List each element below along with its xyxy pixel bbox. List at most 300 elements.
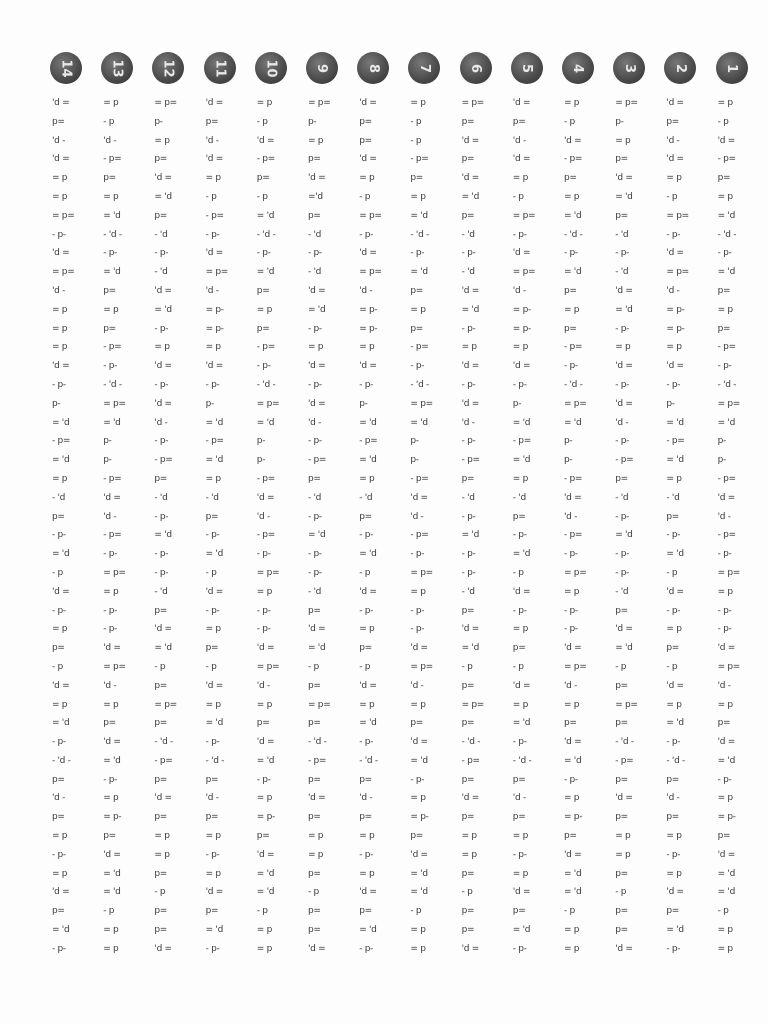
- grid-cell: p-: [308, 116, 317, 127]
- grid-cell: - p: [461, 887, 473, 898]
- grid-cell: 'd =: [256, 492, 275, 503]
- grid-cell: - p-: [256, 605, 271, 616]
- grid-cell: p=: [615, 774, 628, 785]
- grid-column: [513, 94, 559, 959]
- grid-cell: p=: [564, 285, 577, 296]
- grid-cell: = 'd: [717, 755, 735, 766]
- grid-cell: p=: [205, 774, 219, 785]
- grid-cell: p=: [564, 173, 577, 184]
- grid-cell: p=: [666, 906, 680, 917]
- grid-cell: 'd -: [256, 511, 270, 522]
- grid-cell: = p: [666, 699, 682, 710]
- grid-cell: - 'd: [615, 492, 629, 503]
- grid-cell: p=: [512, 116, 526, 127]
- grid-cell: - p-: [154, 323, 169, 334]
- grid-cell: - 'd: [308, 586, 322, 597]
- grid-cell: - p-: [615, 248, 630, 259]
- grid-cell: - p-: [154, 511, 169, 522]
- grid-cell: - 'd: [52, 492, 66, 503]
- grid-cell: = p: [410, 699, 426, 710]
- grid-cell: p=: [308, 210, 321, 221]
- grid-cell: = 'd: [666, 455, 684, 466]
- grid-cell: - p-: [666, 737, 681, 748]
- grid-cell: p=: [666, 116, 680, 127]
- grid-cell: p=: [564, 831, 577, 842]
- grid-cell: = p: [359, 342, 375, 353]
- grid-cell: - p=: [564, 342, 583, 353]
- grid-cell: - 'd -: [461, 737, 481, 748]
- column-number-badge: [357, 52, 389, 84]
- grid-cell: - p=: [52, 436, 71, 447]
- grid-cell: = p-: [512, 304, 531, 315]
- grid-cell: = 'd: [256, 210, 275, 221]
- grid-cell: - p-: [359, 849, 374, 860]
- grid-cell: 'd =: [359, 887, 377, 898]
- grid-cell: p=: [308, 774, 321, 785]
- grid-cell: - p-: [359, 605, 374, 616]
- grid-cell: = p: [410, 793, 426, 804]
- grid-cell: p=: [410, 718, 424, 729]
- grid-cell: = p: [615, 849, 631, 860]
- grid-cell: = p: [615, 342, 631, 353]
- grid-cell: p=: [359, 116, 372, 127]
- grid-cell: p=: [615, 718, 628, 729]
- grid-cell: p-: [564, 455, 573, 466]
- grid-cell: p=: [666, 774, 680, 785]
- grid-cell: p=: [410, 173, 424, 184]
- grid-cell: - p: [256, 116, 268, 127]
- grid-cell: 'd =: [205, 680, 223, 691]
- grid-cell: - 'd -: [103, 379, 122, 390]
- grid-cell: = 'd: [512, 417, 531, 428]
- grid-cell: 'd =: [717, 737, 735, 748]
- grid-cell: 'd =: [410, 492, 428, 503]
- grid-cell: = p-: [666, 304, 685, 315]
- grid-cell: - 'd: [154, 267, 168, 278]
- column-number-label: 14: [58, 58, 74, 78]
- grid-cell: = 'd: [717, 887, 735, 898]
- grid-cell: 'd =: [461, 173, 479, 184]
- grid-cell: 'd =: [205, 154, 223, 165]
- grid-cell: - p-: [410, 248, 425, 259]
- grid-cell: 'd -: [52, 793, 66, 804]
- grid-cell: p=: [308, 812, 321, 823]
- grid-cell: - p=: [717, 530, 736, 541]
- grid-cell: - p-: [205, 737, 220, 748]
- grid-cell: p-: [154, 116, 163, 127]
- grid-cell: 'd =: [308, 361, 326, 372]
- grid-cell: = p-: [103, 812, 122, 823]
- grid-cell: = p=: [103, 567, 126, 578]
- grid-cell: = p: [256, 98, 273, 108]
- grid-cell: p-: [205, 398, 214, 409]
- grid-cell: - p-: [154, 567, 169, 578]
- grid-cell: = p-: [205, 323, 224, 334]
- grid-cell: - p=: [103, 473, 122, 484]
- grid-cell: = p-: [256, 812, 275, 823]
- grid-cell: - p-: [205, 943, 220, 954]
- grid-cell: 'd =: [154, 624, 172, 635]
- grid-cell: 'd =: [564, 135, 582, 146]
- grid-cell: - p: [410, 906, 422, 917]
- grid-column: [564, 94, 610, 959]
- grid-cell: = p: [52, 173, 68, 184]
- grid-cell: = 'd: [461, 530, 479, 541]
- grid-cell: - p-: [512, 229, 527, 240]
- grid-cell: - p-: [461, 549, 476, 560]
- grid-cell: = 'd: [359, 718, 377, 729]
- grid-cell: 'd -: [666, 793, 680, 804]
- grid-cell: = p: [717, 925, 733, 936]
- grid-cell: 'd -: [666, 285, 680, 296]
- grid-cell: = p: [512, 473, 529, 484]
- grid-cell: = 'd: [103, 868, 121, 879]
- grid-cell: 'd -: [308, 417, 322, 428]
- grid-cell: = p: [205, 473, 221, 484]
- grid-cell: = p: [256, 586, 273, 597]
- grid-cell: - p: [512, 191, 524, 202]
- grid-cell: = p: [512, 342, 529, 353]
- grid-cell: 'd -: [717, 511, 731, 522]
- grid-cell: - p=: [461, 755, 480, 766]
- column-number-label: 6: [468, 63, 484, 73]
- grid-cell: 'd =: [461, 361, 479, 372]
- grid-cell: = p: [256, 699, 273, 710]
- grid-cell: - 'd: [461, 267, 475, 278]
- grid-cell: 'd -: [359, 285, 373, 296]
- grid-cell: - p=: [410, 473, 429, 484]
- grid-cell: = p: [359, 473, 375, 484]
- grid-cell: = 'd: [103, 755, 121, 766]
- grid-cell: 'd =: [359, 361, 377, 372]
- grid-cell: = p: [103, 304, 119, 315]
- grid-cell: 'd =: [666, 680, 684, 691]
- grid-cell: - p: [564, 116, 575, 127]
- grid-cell: - p: [512, 661, 524, 672]
- grid-cell: = p: [103, 98, 119, 108]
- grid-cell: = p: [103, 925, 119, 936]
- column-number-label: 5: [519, 63, 535, 73]
- grid-cell: = p: [103, 586, 119, 597]
- grid-cell: 'd =: [461, 135, 479, 146]
- grid-cell: - p: [359, 567, 371, 578]
- grid-cell: 'd =: [461, 943, 479, 954]
- grid-cell: p=: [308, 680, 321, 691]
- grid-cell: = 'd: [256, 267, 275, 278]
- column-number-badge: [204, 52, 236, 84]
- grid-cell: p=: [359, 511, 372, 522]
- grid-cell: 'd =: [103, 492, 121, 503]
- grid-cell: = p: [52, 699, 68, 710]
- grid-cell: - p-: [564, 605, 578, 616]
- grid-cell: - p-: [205, 229, 220, 240]
- grid-cell: p=: [717, 718, 731, 729]
- column-number-badge: [255, 52, 287, 84]
- grid-cell: 'd =: [52, 680, 70, 691]
- grid-cell: = p-: [666, 323, 685, 334]
- grid-cell: - p=: [154, 455, 173, 466]
- grid-cell: 'd =: [564, 737, 582, 748]
- grid-cell: - p-: [564, 774, 578, 785]
- grid-cell: 'd =: [256, 849, 275, 860]
- grid-cell: - p: [256, 906, 268, 917]
- grid-cell: = 'd: [564, 868, 582, 879]
- grid-cell: - p: [205, 661, 217, 672]
- grid-cell: = 'd: [154, 643, 172, 654]
- column-number-badge: [562, 52, 594, 84]
- grid-cell: 'd =: [359, 248, 377, 259]
- grid-cell: = 'd: [512, 549, 531, 560]
- grid-cell: - p-: [564, 361, 578, 372]
- grid-cell: - p-: [52, 605, 66, 616]
- grid-cell: 'd =: [308, 398, 326, 409]
- grid-cell: - 'd -: [717, 229, 737, 240]
- grid-cell: p-: [564, 436, 573, 447]
- grid-cell: p=: [154, 210, 168, 221]
- grid-cell: p=: [154, 154, 168, 165]
- grid-cell: = 'd: [666, 549, 684, 560]
- grid-cell: - p-: [512, 605, 527, 616]
- grid-cell: p-: [717, 455, 726, 466]
- grid-cell: 'd =: [615, 624, 633, 635]
- grid-cell: 'd -: [717, 680, 731, 691]
- grid-cell: - p-: [512, 530, 527, 541]
- grid-cell: - p=: [564, 473, 583, 484]
- grid-cell: - p-: [103, 605, 118, 616]
- grid-cell: - p-: [512, 737, 527, 748]
- grid-cell: p=: [205, 906, 219, 917]
- grid-cell: - p-: [154, 379, 169, 390]
- grid-cell: - 'd: [154, 586, 168, 597]
- grid-cell: = p-: [205, 304, 224, 315]
- grid-cell: 'd =: [205, 361, 223, 372]
- grid-cell: = p: [564, 304, 580, 315]
- grid-cell: - 'd: [615, 229, 629, 240]
- grid-cell: - p-: [308, 436, 322, 447]
- grid-cell: = 'd: [512, 455, 531, 466]
- grid-cell: 'd =: [615, 943, 633, 954]
- column-number-label: 10: [263, 58, 279, 78]
- grid-cell: - p-: [512, 379, 527, 390]
- grid-cell: p=: [205, 116, 219, 127]
- grid-cell: p=: [717, 173, 731, 184]
- grid-cell: - p=: [717, 473, 736, 484]
- grid-cell: p=: [103, 285, 116, 296]
- grid-cell: = 'd: [615, 304, 633, 315]
- grid-cell: 'd =: [154, 943, 172, 954]
- grid-cell: p=: [154, 868, 168, 879]
- grid-cell: p=: [103, 323, 116, 334]
- grid-cell: = 'd: [666, 718, 684, 729]
- grid-cell: 'd =: [359, 98, 377, 108]
- grid-cell: 'd =: [564, 849, 582, 860]
- grid-cell: 'd =: [103, 737, 121, 748]
- grid-cell: p=: [666, 812, 680, 823]
- grid-cell: 'd =: [666, 361, 684, 372]
- grid-cell: p=: [52, 511, 65, 522]
- column-number-badge: [460, 52, 492, 84]
- grid-cell: = p=: [564, 567, 587, 578]
- column-number-badge: [152, 52, 184, 84]
- grid-cell: p=: [154, 774, 168, 785]
- grid-cell: p=: [359, 812, 372, 823]
- grid-cell: 'd =: [564, 643, 582, 654]
- grid-cell: p=: [666, 511, 680, 522]
- grid-cell: 'd =: [256, 737, 275, 748]
- grid-cell: 'd =: [512, 361, 531, 372]
- grid-cell: = p: [205, 831, 221, 842]
- grid-cell: = 'd: [359, 455, 377, 466]
- grid-cell: = 'd: [256, 417, 275, 428]
- grid-cell: - 'd: [308, 492, 322, 503]
- grid-cell: 'd =: [52, 98, 70, 108]
- grid-cell: - p-: [154, 248, 169, 259]
- grid-cell: - p=: [564, 154, 583, 165]
- grid-cell: - p-: [154, 436, 169, 447]
- grid-cell: 'd =: [52, 887, 70, 898]
- grid-cell: 'd =: [717, 643, 735, 654]
- grid-cell: 'd =: [308, 624, 326, 635]
- grid-cell: = p=: [154, 98, 177, 108]
- grid-cell: p=: [461, 868, 475, 879]
- grid-cell: = p: [666, 868, 682, 879]
- grid-cell: - p-: [359, 943, 374, 954]
- grid-cell: 'd =: [461, 398, 479, 409]
- grid-cell: - p-: [461, 379, 476, 390]
- column-number-label: 4: [570, 63, 586, 73]
- grid-cell: p=: [615, 680, 628, 691]
- column-number-badge: [613, 52, 645, 84]
- grid-cell: p=: [52, 774, 65, 785]
- grid-cell: = p=: [103, 661, 126, 672]
- grid-cell: - 'd -: [103, 229, 122, 240]
- grid-cell: = p: [666, 624, 682, 635]
- grid-cell: - p=: [410, 154, 429, 165]
- grid-cell: = 'd: [103, 267, 121, 278]
- grid-cell: p-: [256, 436, 266, 447]
- grid-cell: = p: [256, 943, 273, 954]
- grid-cell: = 'd: [359, 925, 377, 936]
- column-number-badge: [306, 52, 338, 84]
- grid-cell: - p-: [564, 248, 578, 259]
- grid-cell: = 'd: [205, 549, 223, 560]
- grid-cell: p=: [52, 116, 65, 127]
- grid-cell: 'd =: [308, 173, 326, 184]
- grid-column: [615, 94, 661, 959]
- grid-cell: = p: [564, 191, 580, 202]
- grid-cell: - p: [359, 191, 371, 202]
- grid-column: [206, 94, 252, 959]
- grid-cell: 'd =: [615, 361, 633, 372]
- grid-cell: = p=: [154, 699, 177, 710]
- grid-cell: - p-: [512, 943, 527, 954]
- grid-cell: = p: [256, 925, 273, 936]
- grid-cell: p=: [512, 812, 526, 823]
- grid-cell: p-: [410, 455, 419, 466]
- grid-cell: - 'd: [308, 229, 322, 240]
- grid-cell: = p: [564, 925, 580, 936]
- grid-cell: = 'd: [52, 925, 70, 936]
- grid-cell: 'd =: [461, 624, 479, 635]
- grid-cell: = p: [308, 831, 324, 842]
- grid-column: [410, 94, 456, 959]
- grid-cell: - 'd -: [308, 737, 327, 748]
- grid-cell: p=: [52, 643, 65, 654]
- grid-cell: - p: [615, 661, 627, 672]
- grid-cell: - p-: [410, 605, 425, 616]
- column-number-label: 11: [212, 58, 228, 78]
- grid-cell: 'd =: [717, 492, 735, 503]
- grid-cell: = 'd: [717, 210, 735, 221]
- grid-cell: p-: [103, 436, 112, 447]
- grid-cell: - p=: [717, 342, 736, 353]
- grid-cell: = p: [359, 868, 375, 879]
- grid-cell: - p-: [154, 549, 169, 560]
- grid-cell: p=: [308, 868, 321, 879]
- grid-cell: 'd =: [615, 173, 633, 184]
- grid-cell: - p=: [615, 455, 634, 466]
- grid-cell: = p: [717, 793, 733, 804]
- grid-cell: 'd =: [103, 643, 121, 654]
- column-number-badge: [664, 52, 696, 84]
- grid-cell: p-: [103, 455, 112, 466]
- grid-cell: - p: [205, 567, 217, 578]
- grid-cell: = p=: [359, 267, 382, 278]
- grid-cell: 'd -: [52, 285, 66, 296]
- grid-cell: - p-: [461, 248, 476, 259]
- grid-cell: p=: [205, 643, 219, 654]
- grid-cell: = p: [512, 624, 529, 635]
- grid-cell: - p-: [308, 379, 322, 390]
- grid-cell: = p=: [52, 267, 75, 278]
- grid-cell: - 'd: [512, 492, 526, 503]
- grid-cell: = p: [205, 624, 221, 635]
- grid-cell: = 'd: [308, 643, 326, 654]
- grid-cell: = p: [564, 98, 580, 108]
- grid-cell: = p: [717, 699, 733, 710]
- grid-cell: = p=: [666, 210, 689, 221]
- column-number-badge: [511, 52, 543, 84]
- grid-cell: p=: [461, 680, 475, 691]
- grid-cell: = p: [308, 135, 324, 146]
- grid-cell: p=: [461, 774, 475, 785]
- grid-cell: p=: [205, 812, 219, 823]
- grid-cell: = p: [410, 191, 426, 202]
- grid-cell: = 'd: [308, 530, 326, 541]
- grid-cell: = p=: [717, 661, 741, 672]
- grid-cell: = 'd: [154, 191, 172, 202]
- grid-cell: 'd =: [512, 154, 531, 165]
- grid-cell: = p: [717, 98, 733, 108]
- grid-cell: 'd =: [359, 154, 377, 165]
- grid-cell: p=: [461, 210, 475, 221]
- grid-cell: - p-: [52, 530, 66, 541]
- grid-cell: p=: [615, 154, 628, 165]
- grid-cell: p=: [410, 323, 424, 334]
- grid-cell: = p: [103, 191, 119, 202]
- grid-cell: p=: [154, 812, 168, 823]
- grid-cell: 'd =: [461, 793, 479, 804]
- grid-cell: - 'd -: [666, 755, 685, 766]
- grid-cell: 'd -: [666, 135, 680, 146]
- grid-cell: p=: [103, 173, 116, 184]
- column-number-badge: [101, 52, 133, 84]
- grid-cell: = 'd: [461, 304, 479, 315]
- grid-cell: = 'd: [410, 417, 428, 428]
- grid-cell: = 'd: [256, 887, 275, 898]
- grid-cell: p=: [256, 718, 270, 729]
- grid-cell: p=: [461, 906, 475, 917]
